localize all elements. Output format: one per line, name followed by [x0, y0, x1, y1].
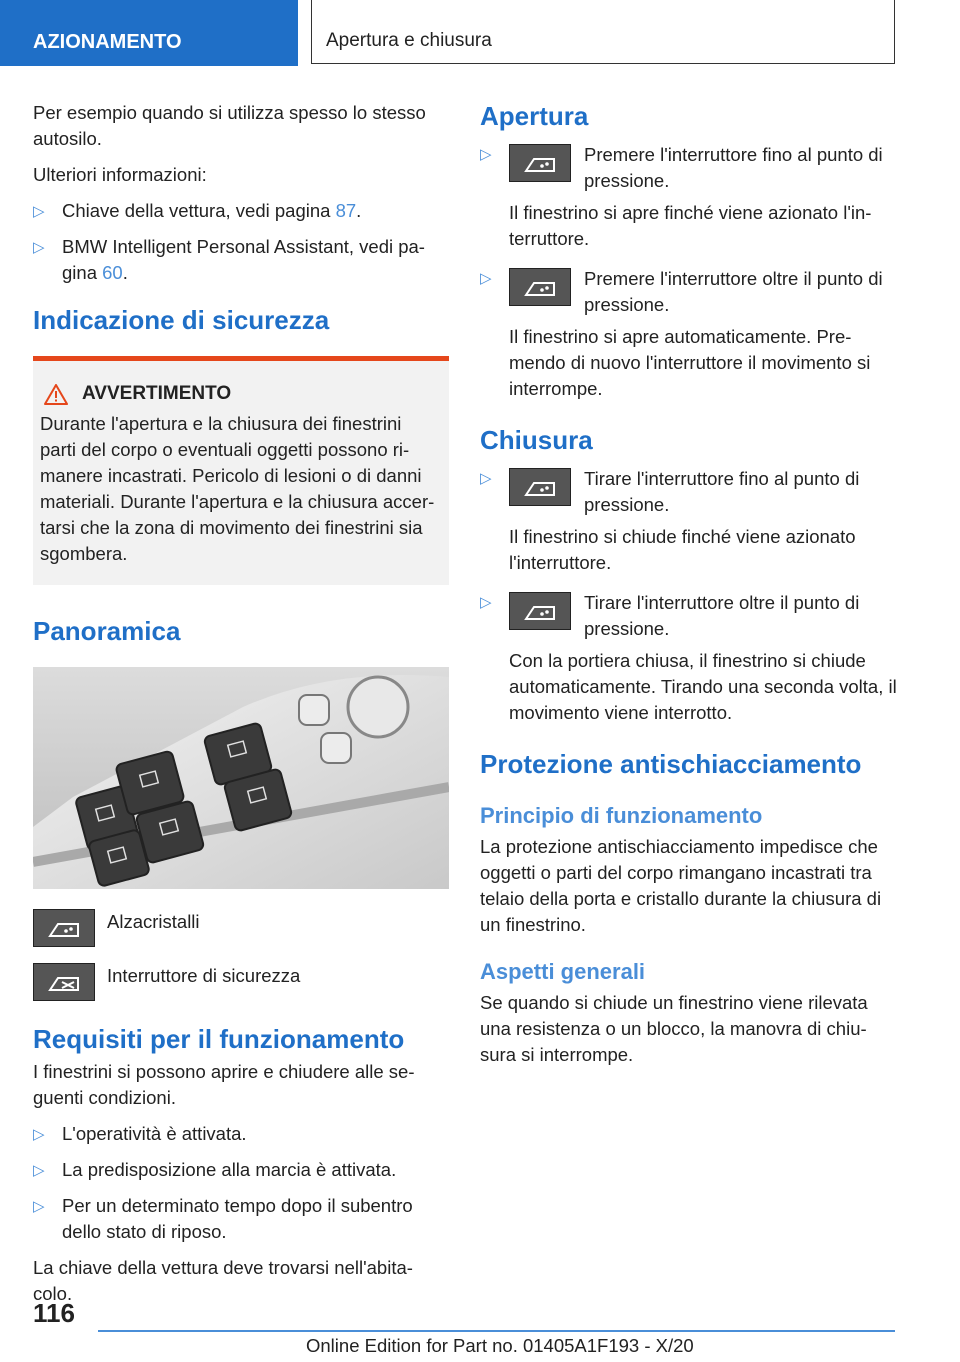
warning-text: Durante l'apertura e la chiusura dei finestrini parti del corpo o eventuali oggetti possono ri-manere incastrati. Pericolo di lesioni o di danni materiali. Durante l'apertura e la chiusura accer-tarsi che la zona di movimento dei finestrini sia sgombera.	[40, 413, 435, 564]
requirements-list	[33, 1121, 449, 1245]
window-switch-icon	[33, 909, 95, 947]
principle-heading: Principio di funzionamento	[480, 803, 763, 828]
list-item: ▷ Per un determinato tempo dopo il subentro dello stato di riposo.	[33, 1195, 413, 1242]
close-step-1: ▷ Tirare l'interruttore fino al punto di pressione.	[480, 468, 860, 515]
edition-footer: Online Edition for Part no. 01405A1F193 - X/20	[306, 1335, 694, 1356]
window-switch-icon	[509, 468, 571, 506]
window-switch-icon	[509, 268, 571, 306]
list-item: ▷ BMW Intelligent Personal Assistant, vedi pa-gina 60.	[33, 236, 425, 283]
open-step-2: ▷ Premere l'interruttore oltre il punto di pressione.	[480, 268, 883, 315]
close-step-2-result: Con la portiera chiusa, il finestrino si chiude automaticamente. Tirando una seconda volta, il movimento viene interrotto.	[509, 650, 897, 723]
triangle-right-icon: ▷	[33, 239, 45, 256]
page-link-60[interactable]: 60	[102, 262, 123, 283]
list-item: ▷ Chiave della vettura, vedi pagina 87.	[33, 198, 449, 224]
general-text: Se quando si chiude un finestrino viene rilevata una resistenza o un blocco, la manovra di chiu-sura si interrompe.	[480, 992, 868, 1065]
close-heading: Chiusura	[480, 425, 593, 455]
open-step-1: ▷ Premere l'interruttore fino al punto di pressione.	[480, 144, 883, 191]
section-tab	[0, 0, 298, 66]
list-item: ▷ La predisposizione alla marcia è attivata.	[33, 1157, 449, 1183]
chapter-tab	[311, 0, 895, 64]
symbol-label: Interruttore di sicurezza	[107, 965, 301, 986]
more-info-label: Ulteriori informazioni:	[33, 164, 207, 185]
window-switch-panel-photo	[33, 667, 449, 889]
triangle-right-icon: ▷	[33, 203, 45, 220]
window-switch-icon	[509, 592, 571, 630]
requirements-heading: Requisiti per il funzionamento	[33, 1024, 405, 1054]
list-item: ▷ L'operatività è attivata.	[33, 1121, 449, 1147]
principle-text: La protezione antischiacciamento impedisce che oggetti o parti del corpo rimangano incastrati tra telaio della porta e cristallo durante la chiusura di un finestrino.	[480, 836, 882, 935]
triangle-right-icon: ▷	[480, 594, 492, 611]
triangle-right-icon: ▷	[480, 270, 492, 287]
triangle-right-icon: ▷	[33, 1198, 45, 1215]
triangle-right-icon: ▷	[33, 1162, 45, 1179]
general-heading: Aspetti generali	[480, 959, 646, 984]
close-step-1-result: Il finestrino si chiude finché viene azionato l'interruttore.	[509, 526, 856, 573]
pinch-protection-heading: Protezione antischiacciamento	[480, 749, 862, 779]
triangle-right-icon: ▷	[480, 146, 492, 163]
warning-title: AVVERTIMENTO	[40, 381, 441, 407]
left-column	[33, 100, 449, 1317]
requirements-intro: I finestrini si possono aprire e chiudere alle se-guenti condizioni.	[33, 1061, 415, 1108]
warning-triangle-icon	[44, 384, 68, 405]
page-number: 116	[33, 1298, 75, 1328]
triangle-right-icon: ▷	[33, 1126, 45, 1143]
reference-list	[33, 198, 449, 286]
warning-box	[33, 356, 449, 585]
overview-heading: Panoramica	[33, 616, 181, 646]
window-switch-icon	[509, 144, 571, 182]
symbol-row-window-switch	[33, 909, 449, 947]
symbol-row-safety-switch	[33, 963, 449, 1001]
open-step-2-result: Il finestrino si apre automaticamente. Pre-mendo di nuovo l'interruttore il movimento si interrompe.	[509, 326, 871, 399]
chapter-label: Apertura e chiusura	[326, 30, 492, 51]
open-step-1-result: Il finestrino si apre finché viene azionato l'in-terruttore.	[509, 202, 872, 249]
right-column	[480, 100, 898, 1078]
footer-divider	[98, 1330, 895, 1332]
safety-heading: Indicazione di sicurezza	[33, 305, 330, 335]
intro-text: Per esempio quando si utilizza spesso lo stesso autosilo.	[33, 102, 426, 149]
open-heading: Apertura	[480, 101, 589, 131]
triangle-right-icon: ▷	[480, 470, 492, 487]
safety-switch-icon	[33, 963, 95, 1001]
symbol-label: Alzacristalli	[107, 911, 200, 932]
page-link-87[interactable]: 87	[335, 200, 357, 221]
close-step-2: ▷ Tirare l'interruttore oltre il punto di pressione.	[480, 592, 860, 639]
section-label: AZIONAMENTO	[33, 31, 182, 53]
requirements-note: La chiave della vettura deve trovarsi nell'abita-colo.	[33, 1257, 413, 1304]
